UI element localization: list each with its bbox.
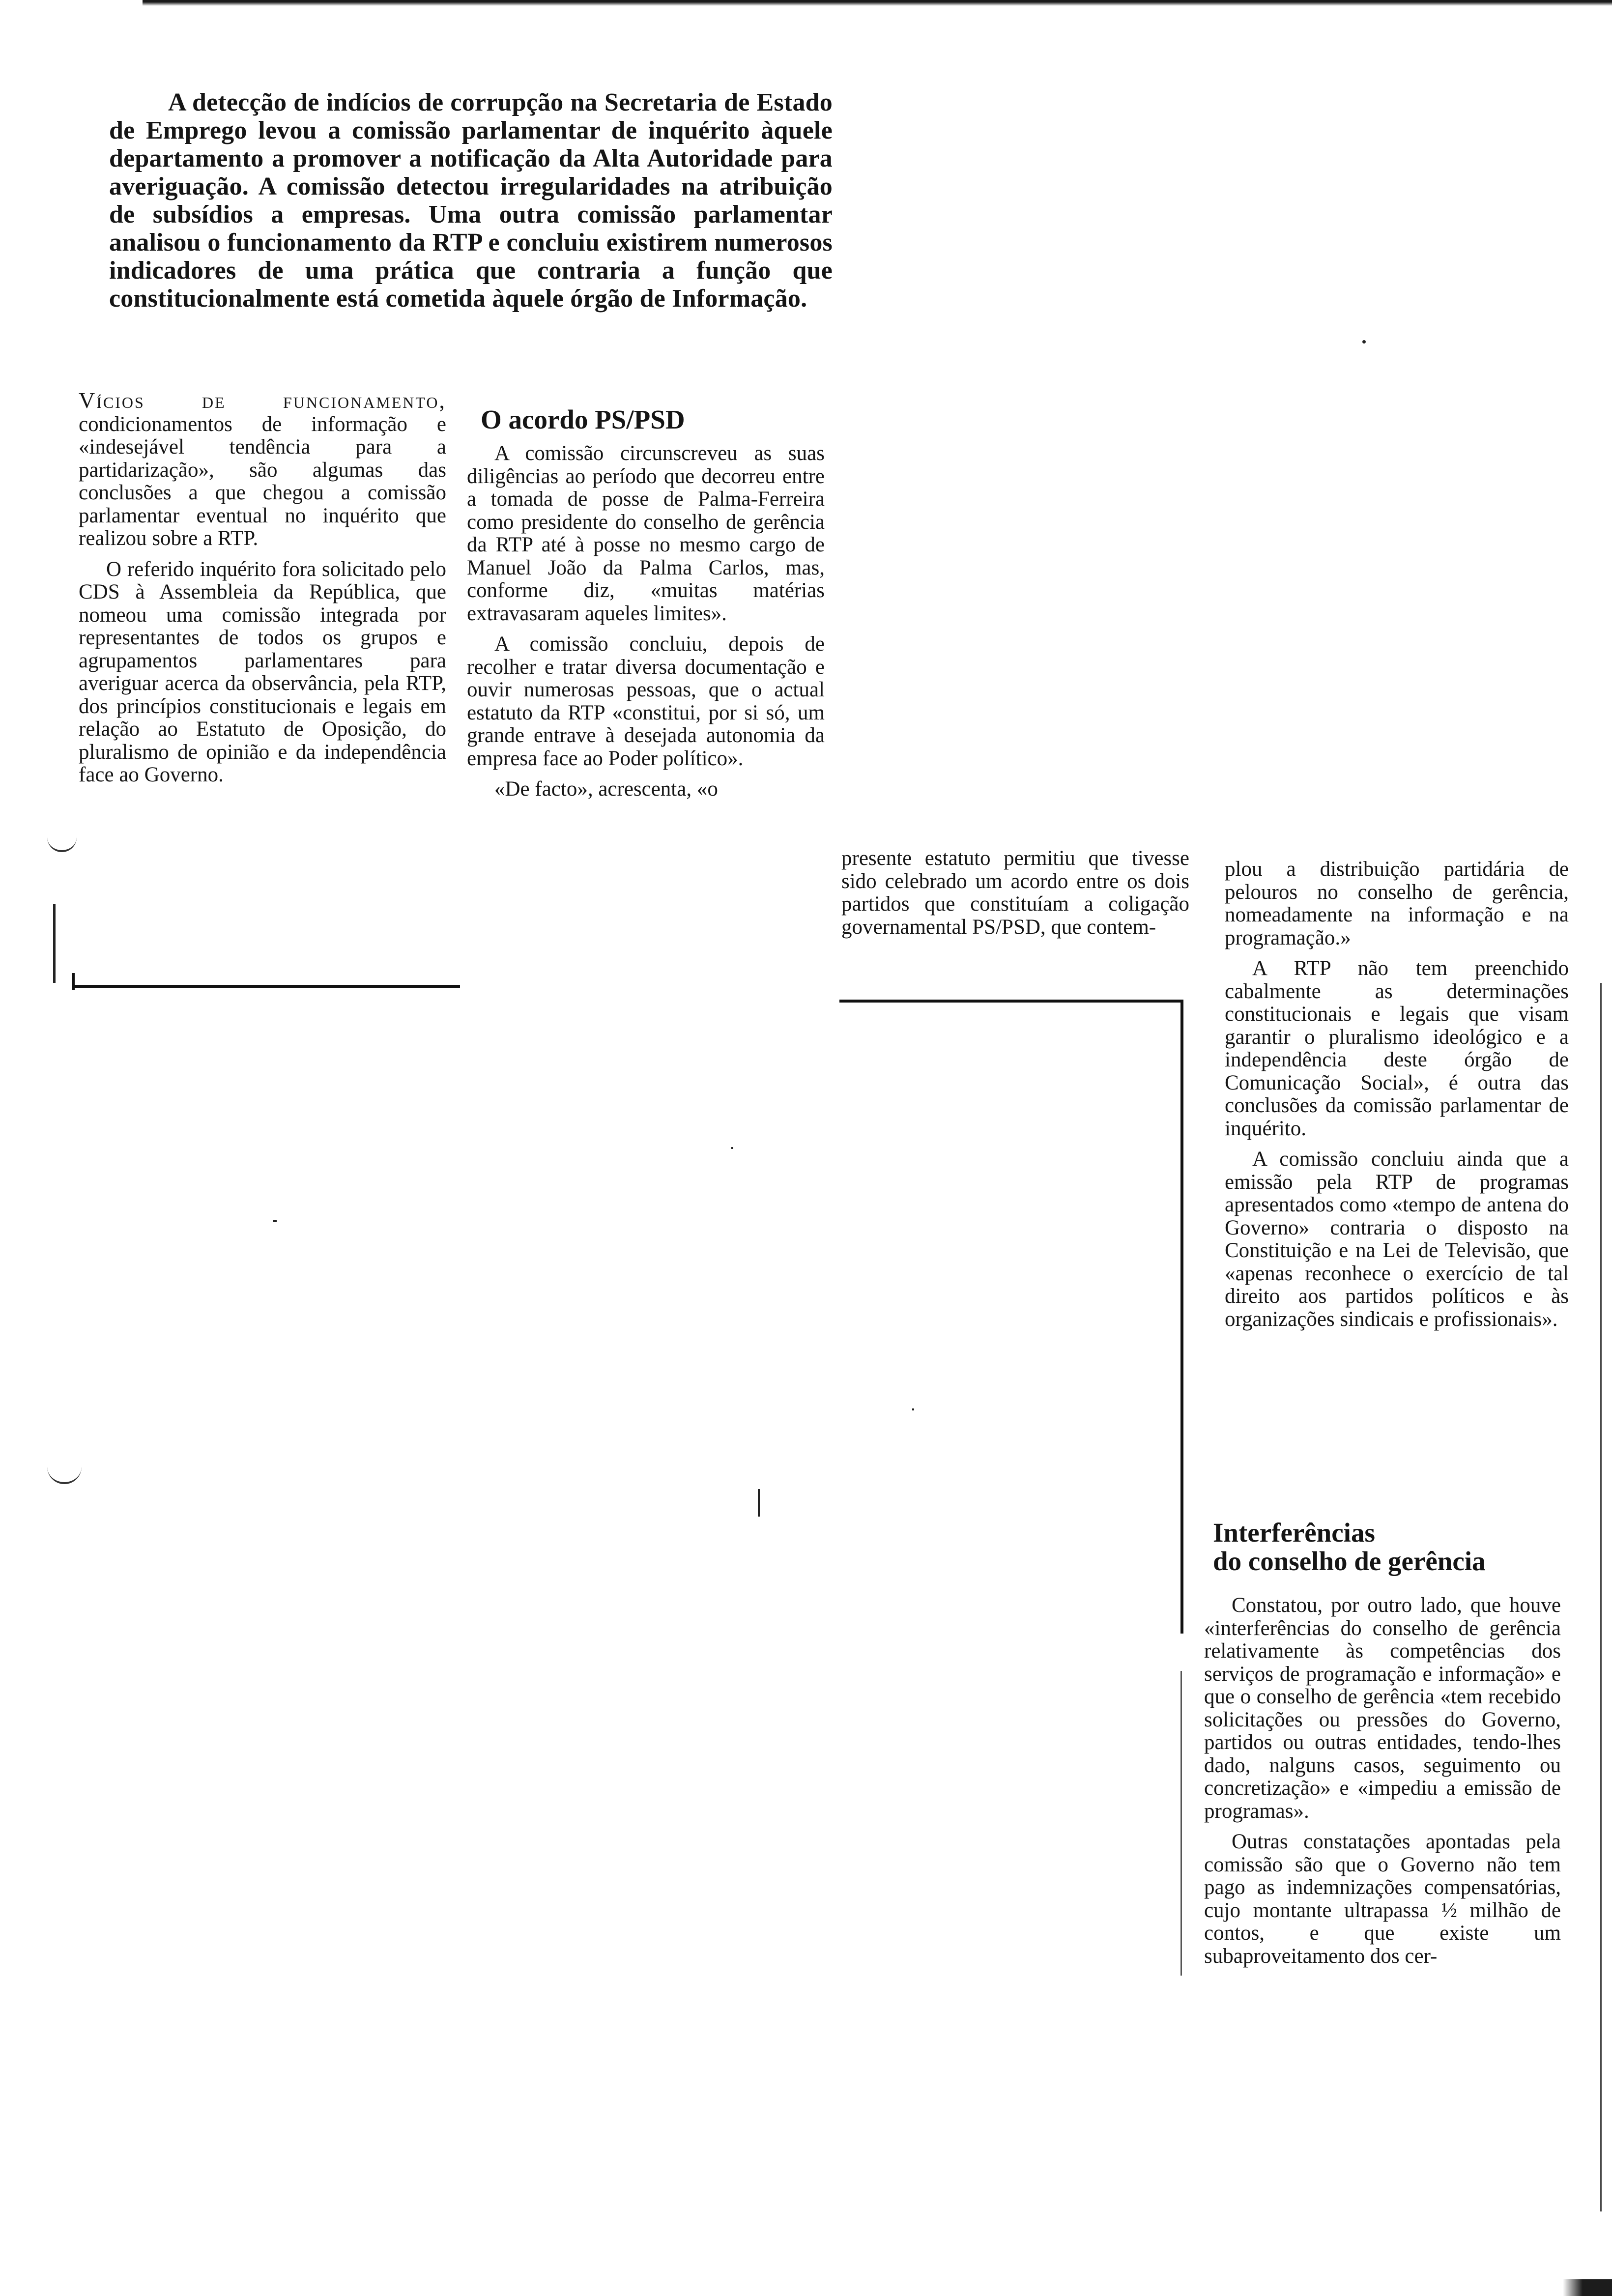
- scan-speck-5: [731, 1147, 733, 1149]
- scan-mark-left-bar: [53, 904, 56, 983]
- lead-paragraph: A detecção de indícios de corrupção na Secretaria de Estado de Emprego levou a comissão parlamentar de inquérito àquele departamento a promover a notificação da Alta Autoridade para averiguação. A comissão detectou irregularidades na atribuição de subsídios a empresas. Uma outra comissão parlamentar analisou o funcionamento da RTP e concluiu existirem numerosos indicadores de uma prática que contraria a função que constitucionalmente está cometida àquele órgão de Informação.: [109, 88, 833, 313]
- scan-mark-arc-lower: [47, 1465, 82, 1484]
- column-2-paragraph-1: A comissão circunscreveu as suas diligências ao período que decorreu entre a tomada de posse de Palma-Ferreira como presidente do conselho de gerência da RTP até à posse no mesmo cargo de Manuel João da Palma Carlos, mas, conforme diz, «muitas matérias extravasaram aqueles limites».: [467, 442, 825, 625]
- column-4-paragraph-1: plou a distribuição partidária de pelouros no conselho de gerência, nomeadamente na informação e na programação.»: [1225, 858, 1569, 949]
- scan-top-edge: [0, 0, 1612, 6]
- scan-mark-arc-upper: [47, 835, 77, 852]
- column-1-paragraph-2: O referido inquérito fora solicitado pelo CDS à Assembleia da República, que nomeou uma comissão integrada por representantes de todos os grupos e agrupamentos parlamentares para averiguar acerca da observância, pela RTP, dos princípios constitucionais e legais em relação ao Estatuto de Oposição, do pluralismo de opinião e da independência face ao Governo.: [79, 557, 446, 786]
- column-5-paragraph-1: Constatou, por outro lado, que houve «interferências do conselho de gerência relativamente às competências dos serviços de programação e informação» e que o conselho de gerência «tem recebido solicitações ou pressões do Governo, partidos ou outras entidades, tendo-lhes dado, nalguns casos, seguimento ou concretização» e «impediu a emissão de programas».: [1204, 1594, 1561, 1823]
- clipping-rule-middle-vertical: [1180, 1000, 1183, 1634]
- article-column-4: [1225, 858, 1569, 1331]
- column-1-paragraph-1-rest: condicionamentos de informação e «indesejável tendência para a partidarização», são algumas das conclusões a que chegou a comissão parlamentar eventual no inquérito que realizou sobre a RTP.: [79, 412, 446, 550]
- scan-speck-4: [912, 1408, 914, 1410]
- article-column-1: [79, 389, 446, 787]
- clipping-rule-left-tick: [72, 973, 75, 990]
- column-4-paragraph-3: A comissão concluiu ainda que a emissão pela RTP de programas apresentados como «tempo de antena do Governo» contraria o disposto na Constituição e na Lei de Televisão, que «apenas reconhece o exercício de tal direito aos partidos políticos e às organizações sindicais e profissionais».: [1225, 1148, 1569, 1331]
- subheading-interferencias: [1213, 1519, 1486, 1576]
- column-2-paragraph-2: A comissão concluiu, depois de recolher e tratar diversa documentação e ouvir numerosas pessoas, que o actual estatuto da RTP «constitui, por si só, um grande entrave à desejada autonomia da empresa face ao Poder político».: [467, 632, 825, 770]
- column-2-paragraph-3: «De facto», acrescenta, «o: [494, 777, 718, 801]
- article-column-5: [1204, 1594, 1561, 1968]
- opening-small-caps: Vícios de funcionamento,: [79, 388, 446, 413]
- clipping-rule-middle: [839, 1000, 1183, 1003]
- column-3-paragraph-1: presente estatuto permitiu que tivesse sido celebrado um acordo entre os dois partidos que constituíam a coligação governamental PS/PSD, que contem-: [841, 847, 1189, 939]
- column-4-paragraph-2: A RTP não tem preenchido cabalmente as determinações constitucionais e legais que visam garantir o pluralismo ideológico e a independência deste órgão de Comunicação Social», é outra das conclusões da comissão parlamentar de inquérito.: [1225, 957, 1569, 1140]
- scan-top-edge-gap: [0, 0, 143, 6]
- scan-speck-2: [273, 1220, 277, 1222]
- clipping-rule-middle-vertical-faint: [1180, 1671, 1182, 1976]
- article-column-3: [841, 847, 1189, 939]
- scan-corner-mark: [1563, 2279, 1612, 2296]
- scan-right-edge: [1600, 983, 1602, 2211]
- subheading-acordo: O acordo PS/PSD: [481, 404, 685, 434]
- scan-speck-1: [1362, 340, 1366, 344]
- column-5-paragraph-2: Outras constatações apontadas pela comissão são que o Governo não tem pago as indemnizações compensatórias, cujo montante ultrapassa ½ milhão de contos, e que existe um subaproveitamento dos cer-: [1204, 1830, 1561, 1968]
- column-1-paragraph-1: [79, 389, 446, 550]
- subheading-interferencias-line-2: do conselho de gerência: [1213, 1546, 1486, 1576]
- clipping-rule-left-bottom: [72, 985, 460, 988]
- subheading-interferencias-line-1: Interferências: [1213, 1518, 1375, 1548]
- scan-speck-3: [758, 1489, 760, 1517]
- article-column-2: [467, 442, 825, 801]
